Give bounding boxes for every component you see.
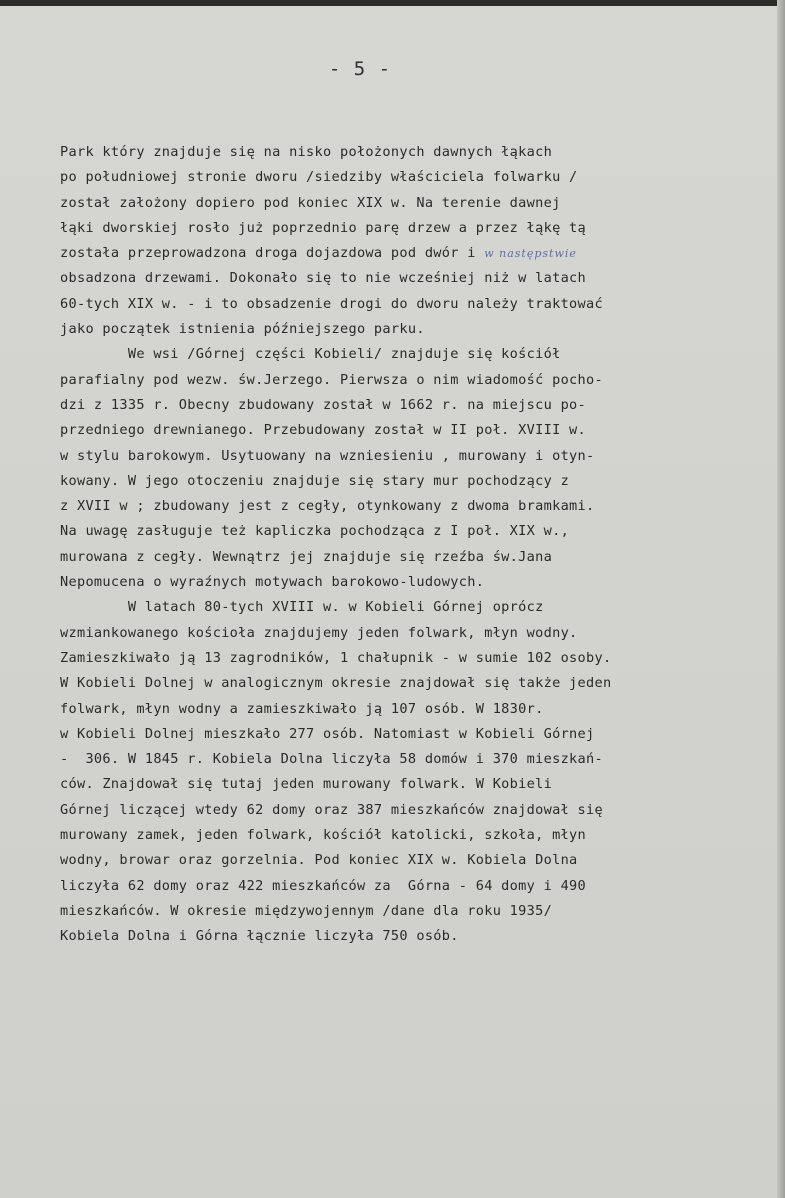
text-line: w stylu barokowym. Usytuowany na wzniesieniu , murowany i otyn- [60, 447, 595, 464]
text-line: Kobiela Dolna i Górna łącznie liczyła 750 osób. [60, 928, 459, 945]
text-line: wodny, browar oraz gorzelnia. Pod koniec XIX w. Kobiela Dolna [60, 852, 578, 869]
text-line: została przeprowadzona droga dojazdowa pod dwór i w następstwie [60, 245, 577, 262]
text-line: wzmiankowanego kościoła znajdujemy jeden folwark, młyn wodny. [60, 624, 578, 641]
text-line: liczyła 62 domy oraz 422 mieszkańców za Górna - 64 domy i 490 [60, 877, 587, 894]
text-line: mieszkańców. W okresie międzywojennym /dane dla roku 1935/ [60, 902, 553, 919]
text-line: łąki dworskiej rosło już poprzednio parę drzew a przez łąkę tą [60, 219, 587, 236]
text-line: 60-tych XIX w. - i to obsadzenie drogi do dworu należy traktować [60, 295, 603, 312]
text-line: kowany. W jego otoczeniu znajduje się stary mur pochodzący z [60, 472, 570, 489]
handwritten-annotation: w następstwie [484, 247, 577, 261]
text-line: Park który znajduje się na nisko położonych dawnych łąkach [60, 144, 553, 160]
text-line: Nepomucena o wyraźnych motywach barokowo-ludowych. [60, 574, 485, 591]
text-line: Górnej liczącej wtedy 62 domy oraz 387 mieszkańców znajdował się [60, 801, 603, 818]
text-line: w Kobieli Dolnej mieszkało 277 osób. Natomiast w Kobieli Górnej [60, 725, 595, 742]
text-line: folwark, młyn wodny a zamieszkiwało ją 107 osób. W 1830r. [60, 700, 544, 717]
text-line: W Kobieli Dolnej w analogicznym okresie znajdował się także jeden [60, 675, 612, 692]
text-line: ców. Znajdował się tutaj jeden murowany folwark. W Kobieli [60, 776, 553, 793]
text-line: Zamieszkiwało ją 13 zagrodników, 1 chałupnik - w sumie 102 osoby. [60, 649, 612, 666]
text-line: murowany zamek, jeden folwark, kościół katolicki, szkoła, młyn [60, 827, 587, 844]
text-line: z XVII w ; zbudowany jest z cegły, otynkowany z dwoma bramkami. [60, 498, 595, 515]
text-line: obsadzona drzewami. Dokonało się to nie wcześniej niż w latach [60, 270, 587, 287]
text-line: - 306. W 1845 r. Kobiela Dolna liczyła 58 domów i 370 mieszkań- [60, 751, 603, 768]
scan-top-edge [0, 0, 785, 6]
text-line: jako początek istnienia późniejszego parku. [60, 321, 425, 338]
text-line: murowana z cegły. Wewnątrz jej znajduje się rzeźba św.Jana [60, 548, 553, 565]
text-line: przedniego drewnianego. Przebudowany został w II poł. XVIII w. [60, 422, 587, 439]
page-number: - 5 - [328, 58, 392, 80]
text-line: W latach 80-tych XVIII w. w Kobieli Górnej oprócz [60, 599, 544, 616]
text-line: został założony dopiero pod koniec XIX w. Na terenie dawnej [60, 194, 561, 211]
text-line: Na uwagę zasługuje też kapliczka pochodząca z I poł. XIX w., [60, 523, 570, 540]
scan-right-edge [777, 0, 785, 1198]
text-line: parafialny pod wezw. św.Jerzego. Pierwsza o nim wiadomość pocho- [60, 371, 603, 388]
body-text [60, 140, 775, 950]
text-line: po południowej stronie dworu /siedziby właściciela folwarku / [60, 169, 578, 186]
text-line: dzi z 1335 r. Obecny zbudowany został w 1662 r. na miejscu po- [60, 396, 587, 413]
text-line: We wsi /Górnej części Kobieli/ znajduje się kościół [60, 346, 561, 363]
